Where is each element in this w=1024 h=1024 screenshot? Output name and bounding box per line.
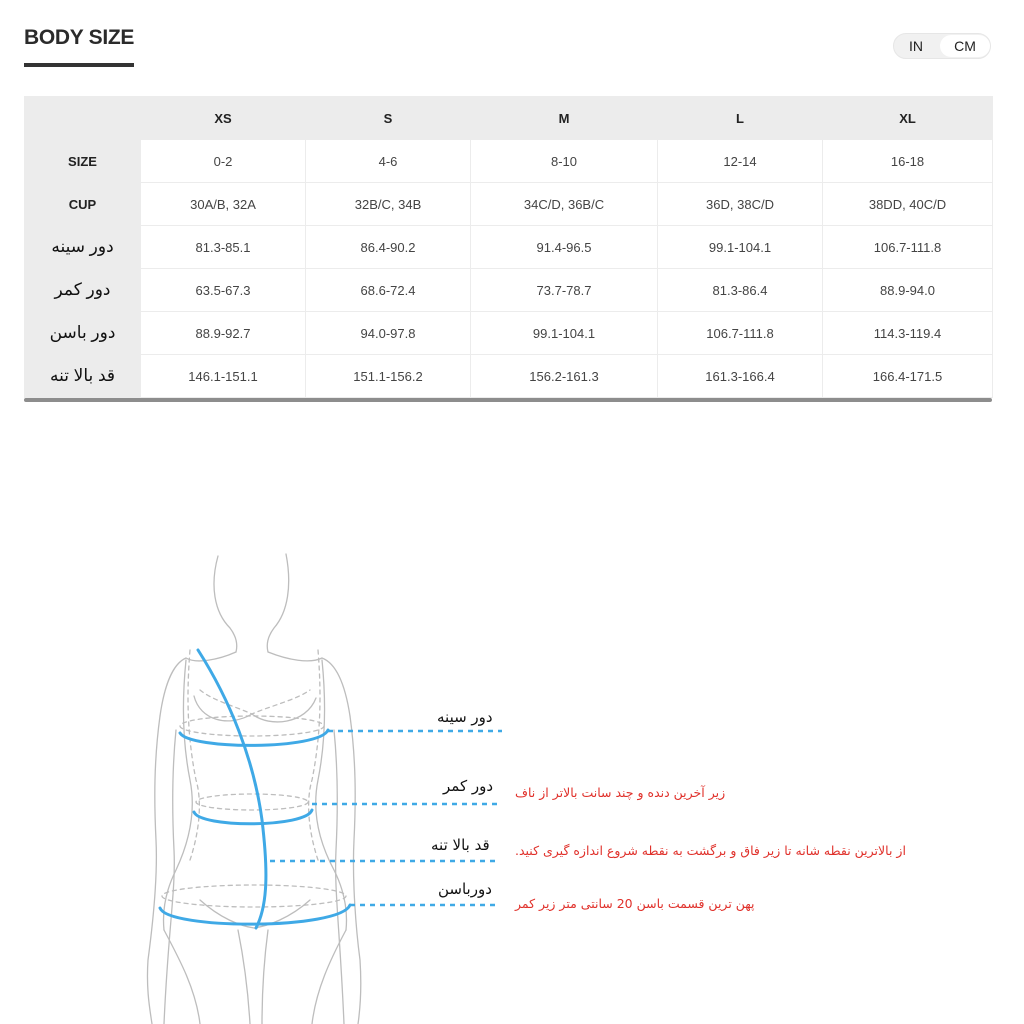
table-cell: 156.2-161.3 [471, 355, 658, 398]
table-cell: 146.1-151.1 [141, 355, 306, 398]
table-cell: 4-6 [306, 140, 471, 183]
table-cell: 151.1-156.2 [306, 355, 471, 398]
waist-label: دور کمر [443, 777, 494, 795]
column-header: S [306, 97, 471, 140]
table-cell: 30A/B, 32A [141, 183, 306, 226]
table-cell: 38DD, 40C/D [823, 183, 993, 226]
table-cell: 99.1-104.1 [471, 312, 658, 355]
row-label: CUP [25, 183, 141, 226]
hip-note: پهن ترین قسمت باسن 20 سانتی متر زیر کمر [515, 896, 755, 911]
table-cell: 106.7-111.8 [658, 312, 823, 355]
hip-measure-line [160, 905, 350, 924]
column-header: M [471, 97, 658, 140]
table-row [25, 312, 993, 355]
table-cell: 81.3-86.4 [658, 269, 823, 312]
table-cell: 86.4-90.2 [306, 226, 471, 269]
table-cell: 88.9-94.0 [823, 269, 993, 312]
page-title: BODY SIZE [24, 26, 135, 49]
waist-measure-line [194, 810, 312, 824]
body-outline [147, 554, 360, 1024]
table-scrollbar[interactable] [24, 398, 992, 402]
table-cell: 68.6-72.4 [306, 269, 471, 312]
unit-inch-option[interactable]: IN [909, 38, 923, 54]
table-cell: 36D, 38C/D [658, 183, 823, 226]
table-cell: 88.9-92.7 [141, 312, 306, 355]
row-label: دور باسن [25, 312, 141, 355]
table-cell: 32B/C, 34B [306, 183, 471, 226]
leader-lines [270, 731, 502, 905]
hip-label: دورباسن [438, 880, 492, 898]
table-cell: 91.4-96.5 [471, 226, 658, 269]
table-cell: 34C/D, 36B/C [471, 183, 658, 226]
row-label: دور سینه [25, 226, 141, 269]
row-label: دور کمر [25, 269, 141, 312]
table-row [25, 183, 993, 226]
table-cell: 16-18 [823, 140, 993, 183]
table-cell: 161.3-166.4 [658, 355, 823, 398]
table-cell: 106.7-111.8 [823, 226, 993, 269]
table-row [25, 355, 993, 398]
waist-note: زیر آخرین دنده و چند سانت بالاتر از ناف [515, 785, 726, 800]
table-cell: 63.5-67.3 [141, 269, 306, 312]
size-chart-table [24, 96, 993, 398]
table-cell: 99.1-104.1 [658, 226, 823, 269]
row-label: قد بالا تنه [25, 355, 141, 398]
table-cell: 0-2 [141, 140, 306, 183]
table-row [25, 226, 993, 269]
table-cell: 8-10 [471, 140, 658, 183]
table-row [25, 140, 993, 183]
column-header: L [658, 97, 823, 140]
row-label: SIZE [25, 140, 141, 183]
table-cell: 81.3-85.1 [141, 226, 306, 269]
table-header-row [25, 97, 993, 140]
table-cell: 166.4-171.5 [823, 355, 993, 398]
unit-toggle[interactable] [893, 33, 991, 59]
unit-cm-option[interactable]: CM [940, 35, 990, 57]
table-corner [25, 97, 141, 140]
column-header: XS [141, 97, 306, 140]
table-cell: 73.7-78.7 [471, 269, 658, 312]
table-row [25, 269, 993, 312]
torso-note: از بالاترین نقطه شانه تا زیر فاق و برگشت به نقطه شروع اندازه گیری کنید. [515, 843, 906, 858]
torso-label: قد بالا تنه [431, 836, 490, 854]
bust-label: دور سینه [437, 708, 493, 726]
table-cell: 12-14 [658, 140, 823, 183]
table-cell: 94.0-97.8 [306, 312, 471, 355]
title-underline [24, 63, 134, 67]
body-measurement-figure [0, 540, 1024, 1024]
column-header: XL [823, 97, 993, 140]
table-cell: 114.3-119.4 [823, 312, 993, 355]
